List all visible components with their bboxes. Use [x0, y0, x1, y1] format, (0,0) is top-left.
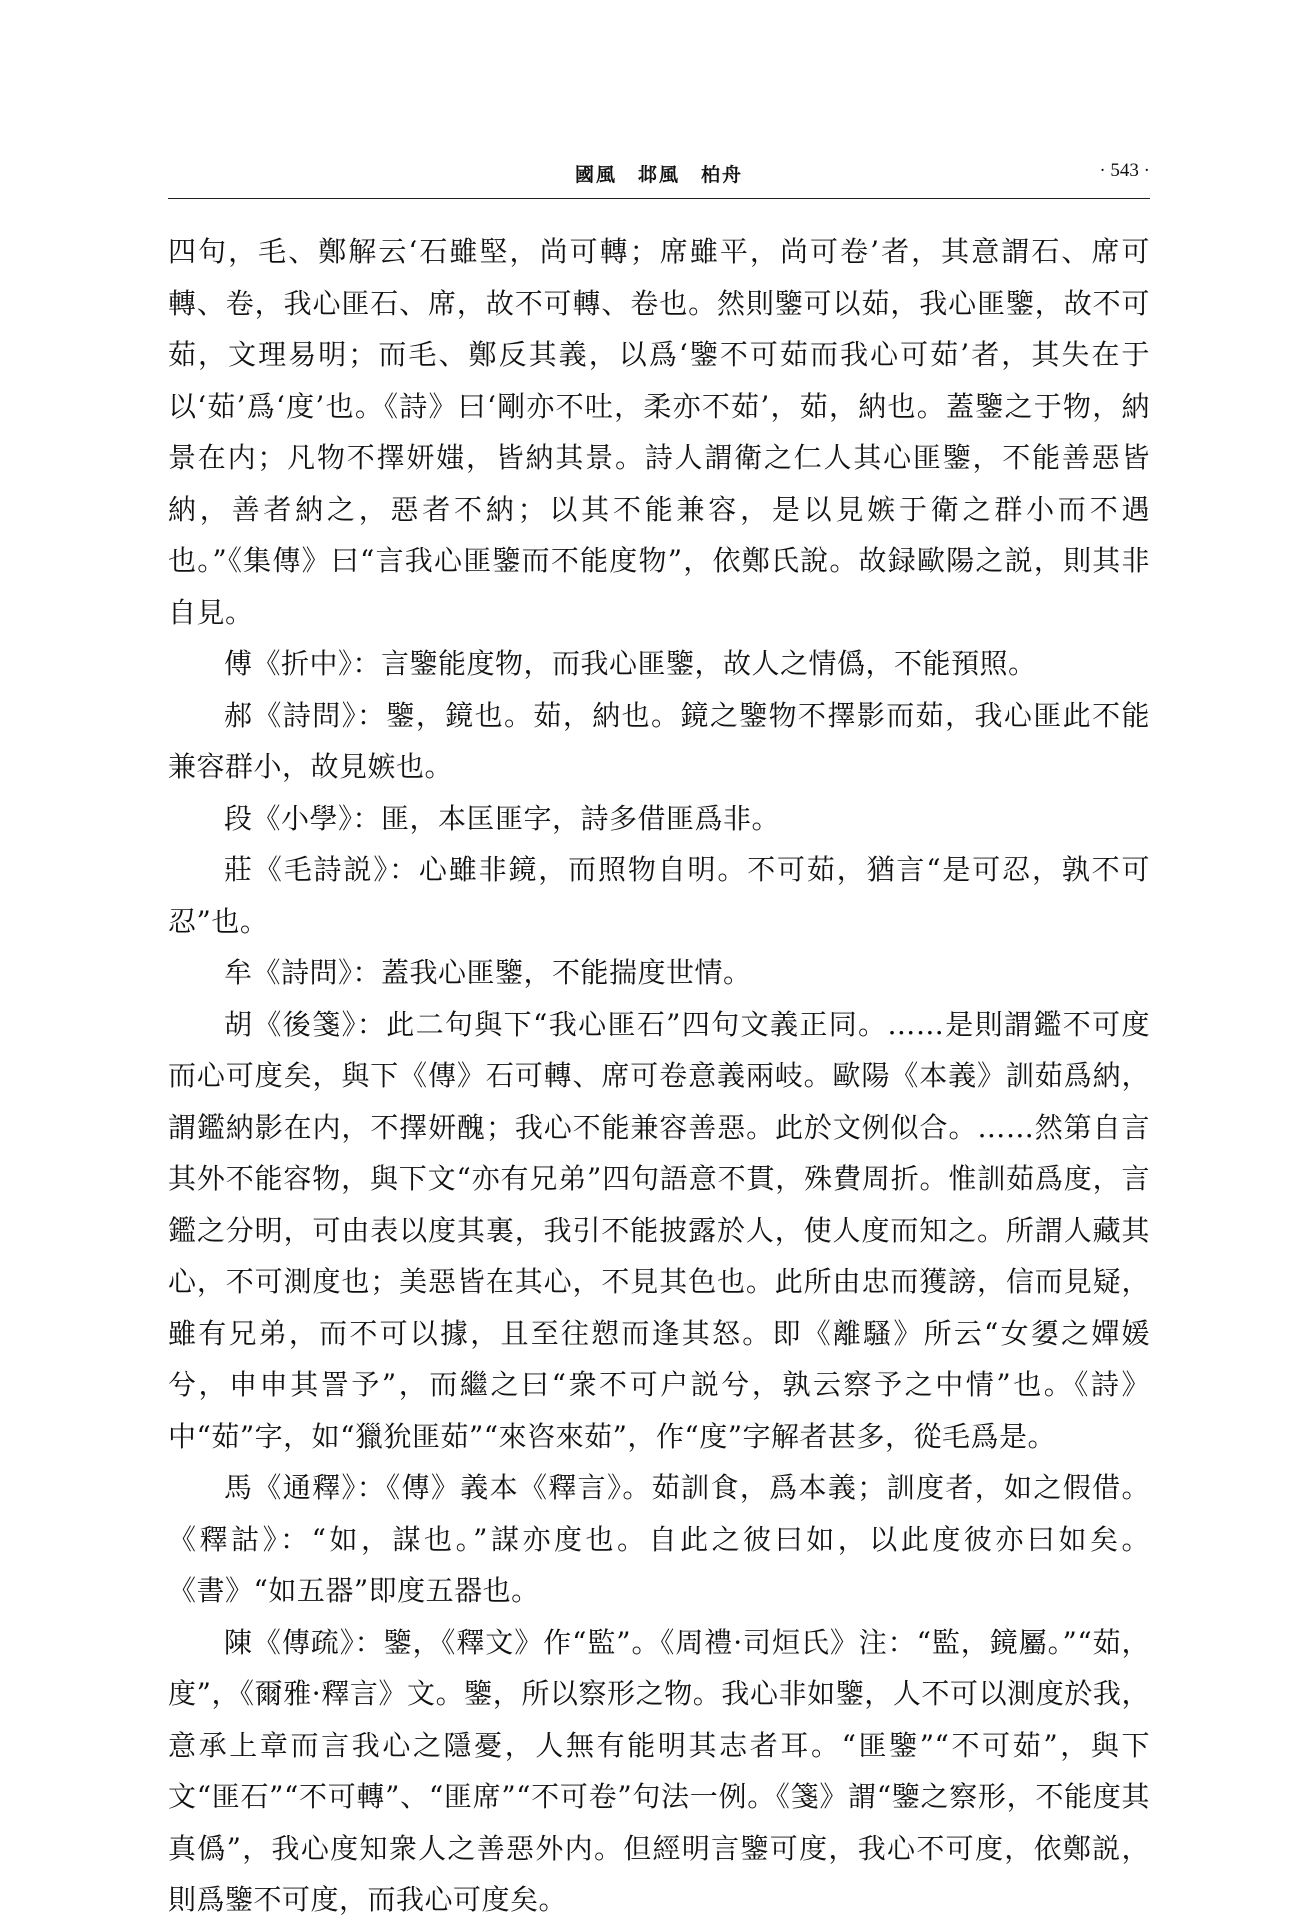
paragraph-ma-tongshi: 馬《通釋》：《傳》義本《釋言》。茹訓食，爲本義；訓度者，如之假借。《釋詁》：“如，謀也。”謀亦度也。自此之彼曰如，以此度彼亦曰如矣。《書》“如五器”即度五器也。: [168, 1471, 1150, 1607]
paragraph-hao-shiwen: 郝《詩問》：鑒，鏡也。茹，納也。鏡之鑒物不擇影而茹，我心匪此不能兼容群小，故見嫉也。: [168, 698, 1150, 783]
running-header: [168, 160, 1150, 196]
page-number: · 543 ·: [1099, 160, 1150, 181]
paragraph-duan-xiaoxue: 段《小學》：匪，本匡匪字，詩多借匪爲非。: [224, 801, 781, 835]
body-text: [168, 226, 1150, 1926]
paragraph-chen-chuanshu: 陳《傳疏》：鑒，《釋文》作“監”。《周禮·司烜氏》注：“監，鏡屬。”“茹，度”，《爾雅·釋言》文。鑒，所以察形之物。我心非如鑒，人不可以測度於我，意承上章而言我心之隱憂，人無有能明其志者耳。“匪鑒”“不可茹”，與下文“匪石”“不可轉”、“匪席”“不可卷”句法一例。《箋》謂“鑒之察形，不能度其真僞”，我心度知衆人之善惡外内。但經明言鑒可度，我心不可度，依鄭説，則爲鑒不可度，而我心可度矣。: [168, 1625, 1150, 1916]
paragraph-continued: 四句，毛、鄭解云‘石雖堅，尚可轉；席雖平，尚可卷’者，其意謂石、席可轉、卷，我心匪石、席，故不可轉、卷也。然則鑒可以茹，我心匪鑒，故不可茹，文理易明；而毛、鄭反其義，以爲‘鑒不可茹而我心可茹’者，其失在于以‘茹’爲‘度’也。《詩》曰‘剛亦不吐，柔亦不茹’，茹，納也。蓋鑒之于物，納景在内；凡物不擇妍媸，皆納其景。詩人謂衛之仁人其心匪鑒，不能善惡皆納，善者納之，惡者不納；以其不能兼容，是以見嫉于衛之群小而不遇也。”《集傳》曰“言我心匪鑒而不能度物”，依鄭氏說。故録歐陽之説，則其非自見。: [168, 235, 1150, 629]
running-title: 國風 邶風 柏舟: [574, 164, 743, 186]
paragraph-hu-houjian: 胡《後箋》：此二句與下“我心匪石”四句文義正同。……是則謂鑑不可度而心可度矣，與下《傳》石可轉、席可卷意義兩岐。歐陽《本義》訓茹爲納，謂鑑納影在内，不擇妍醜；我心不能兼容善惡。此於文例似合。……然第自言其外不能容物，與下文“亦有兄弟”四句語意不貫，殊費周折。惟訓茹爲度，言鑑之分明，可由表以度其裏，我引不能披露於人，使人度而知之。所謂人藏其心，不可測度也；美惡皆在其心，不見其色也。此所由忠而獲謗，信而見疑，雖有兄弟，而不可以據，且至往愬而逢其怒。即《離騷》所云“女嬃之嬋媛兮，申申其詈予”，而繼之曰“衆不可户説兮，孰云察予之中情”也。《詩》中“茹”字，如“獵狁匪茹”“來咨來茹”，作“度”字解者甚多，從毛爲是。: [168, 1007, 1150, 1453]
paragraph-fu-zhezhong: 傅《折中》：言鑒能度物，而我心匪鑒，故人之情僞，不能預照。: [224, 647, 1037, 680]
paragraph-zhuang-maoshishuo: 莊《毛詩説》：心雖非鏡，而照物自明。不可茹，猶言“是可忍，孰不可忍”也。: [168, 853, 1150, 938]
header-rule: [168, 198, 1150, 199]
paragraph-mou-shiwen: 牟《詩問》：蓋我心匪鑒，不能揣度世情。: [224, 956, 752, 989]
